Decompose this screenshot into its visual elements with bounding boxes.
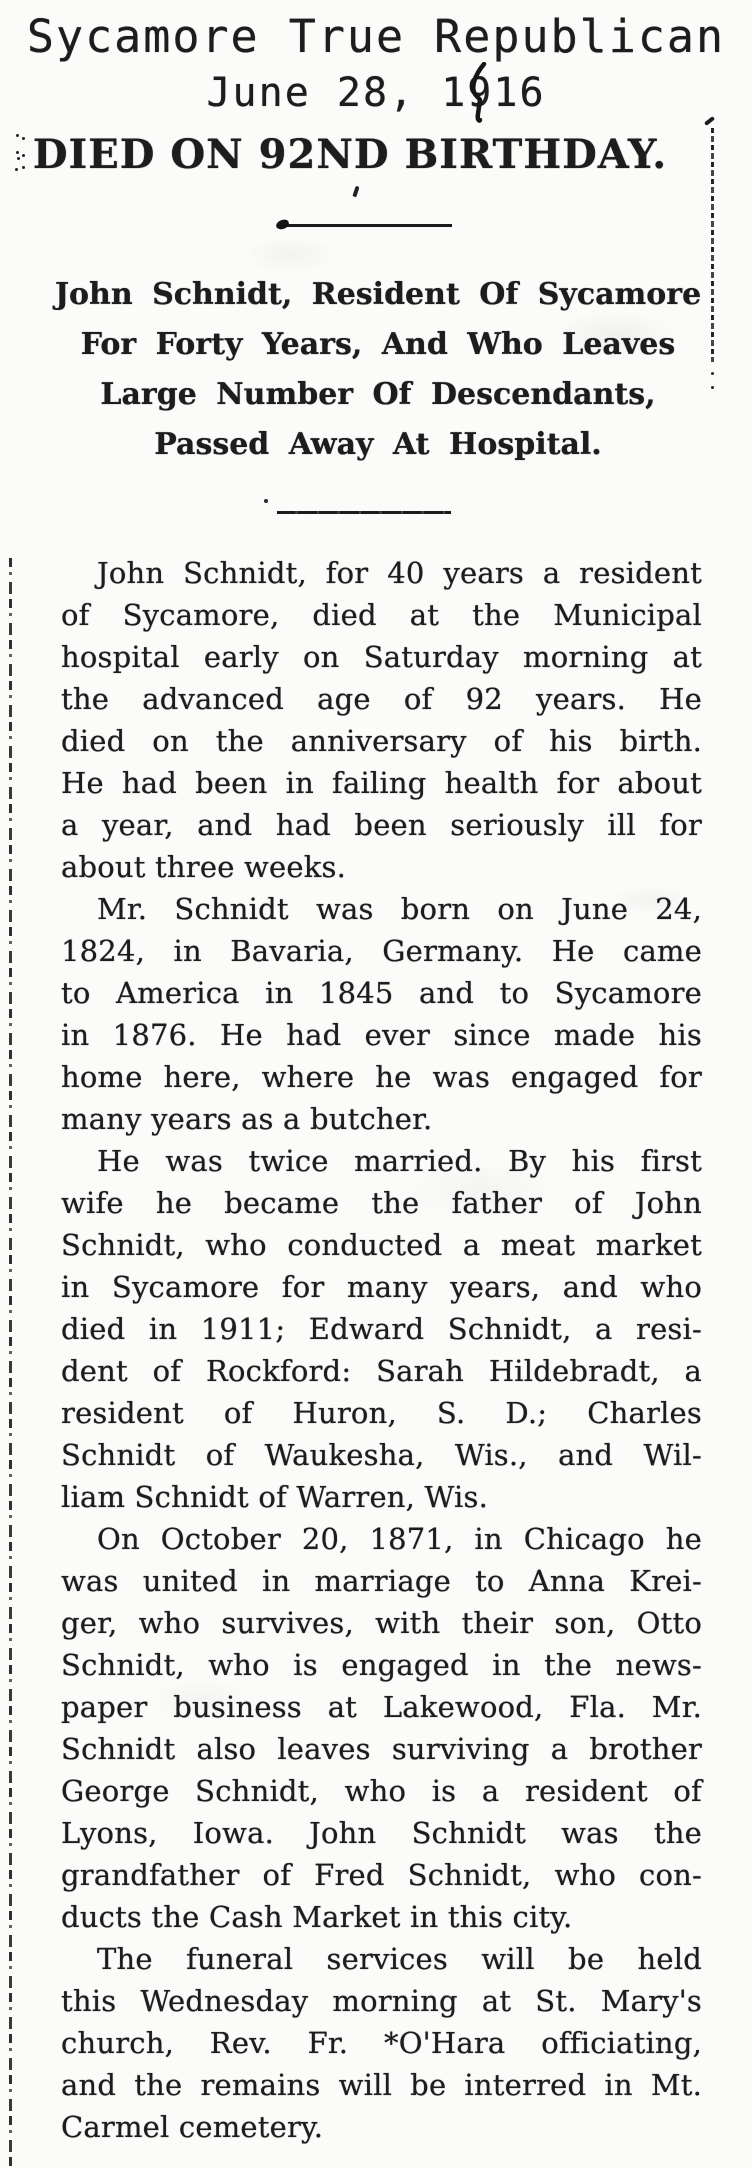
subhead-line: Passed Away At Hospital. (154, 427, 602, 462)
subhead-line: John Schnidt, Resident Of Sycamore (54, 277, 702, 312)
body-line: 1824, in Bavaria, Germany. He came (61, 934, 702, 968)
body-line: ducts the Cash Market in this city. (61, 1900, 573, 1934)
body-line: church, Rev. Fr. *O'Hara officiating, (61, 2026, 702, 2060)
body-line: dent of Rockford: Sarah Hildebradt, a (61, 1354, 702, 1388)
body-line: many years as a butcher. (61, 1102, 433, 1136)
body-line: George Schnidt, who is a resident of (61, 1774, 702, 1808)
body-line: home here, where he was engaged for (61, 1060, 702, 1094)
body-line: a year, and had been seriously ill for (61, 808, 702, 842)
subhead-line: Large Number Of Descendants, (100, 377, 656, 412)
body-line: Lyons, Iowa. John Schnidt was the (61, 1816, 702, 1850)
publication-date: June 28, 1916 (206, 70, 546, 116)
body-line: resident of Huron, S. D.; Charles (61, 1396, 702, 1430)
right-column-rule-artifact (711, 128, 714, 362)
body-line: ger, who survives, with their son, Otto (61, 1606, 702, 1640)
body-paragraph (61, 1518, 702, 1938)
body-paragraph (61, 1140, 702, 1518)
body-paragraph (61, 888, 702, 1140)
body-line: grandfather of Fred Schnidt, who con- (61, 1858, 702, 1892)
body-line: about three weeks. (61, 850, 347, 884)
article-headline: DIED ON 92ND BIRTHDAY. (32, 131, 668, 178)
body-line: and the remains will be interred in Mt. (61, 2068, 702, 2102)
body-line: He had been in failing health for about (61, 766, 702, 800)
article-body (61, 552, 702, 2148)
body-line: died on the anniversary of his birth. (61, 724, 702, 758)
body-line: John Schnidt, for 40 years a resident (97, 556, 702, 590)
publication-title: Sycamore True Republican (26, 10, 726, 63)
body-line: liam Schnidt of Warren, Wis. (61, 1480, 488, 1514)
body-line: He was twice married. By his first (97, 1144, 702, 1178)
right-column-rule-dots-artifact (711, 372, 714, 375)
headline-divider-rule (279, 224, 452, 227)
body-line: On October 20, 1871, in Chicago he (97, 1522, 702, 1556)
subhead-divider-rule (277, 511, 451, 514)
body-line: died in 1911; Edward Schnidt, a resi- (61, 1312, 702, 1346)
body-line: in Sycamore for many years, and who (61, 1270, 702, 1304)
body-line: Mr. Schnidt was born on June 24, (97, 892, 702, 926)
body-line: in 1876. He had ever since made his (61, 1018, 702, 1052)
body-line: to America in 1845 and to Sycamore (61, 976, 702, 1010)
body-line: of Sycamore, died at the Municipal (61, 598, 702, 632)
right-column-rule-hook-artifact (704, 116, 715, 126)
body-line: Schnidt also leaves surviving a brother (61, 1732, 702, 1766)
body-line: wife he became the father of John (61, 1186, 702, 1220)
left-column-rule-artifact (9, 558, 12, 2168)
ink-speck-artifact (352, 186, 359, 198)
body-line: Schnidt, who is engaged in the news- (61, 1648, 702, 1682)
ink-overstrike-artifact (462, 62, 496, 124)
body-line: the advanced age of 92 years. He (61, 682, 702, 716)
body-line: hospital early on Saturday morning at (61, 640, 702, 674)
margin-dots-artifact (16, 134, 19, 137)
body-line: paper business at Lakewood, Fla. Mr. (61, 1690, 702, 1724)
body-line: Carmel cemetery. (61, 2110, 324, 2144)
body-paragraph (61, 1938, 702, 2148)
body-paragraph (61, 552, 702, 888)
body-line: was united in marriage to Anna Krei- (61, 1564, 702, 1598)
body-line: Schnidt of Waukesha, Wis., and Wil- (61, 1438, 702, 1472)
body-line: this Wednesday morning at St. Mary's (61, 1984, 702, 2018)
body-line: Schnidt, who conducted a meat market (61, 1228, 702, 1262)
ink-speck-artifact (264, 499, 268, 503)
body-line: The funeral services will be held (97, 1942, 702, 1976)
subhead-line: For Forty Years, And Who Leaves (80, 327, 676, 362)
article-subhead (50, 270, 706, 470)
